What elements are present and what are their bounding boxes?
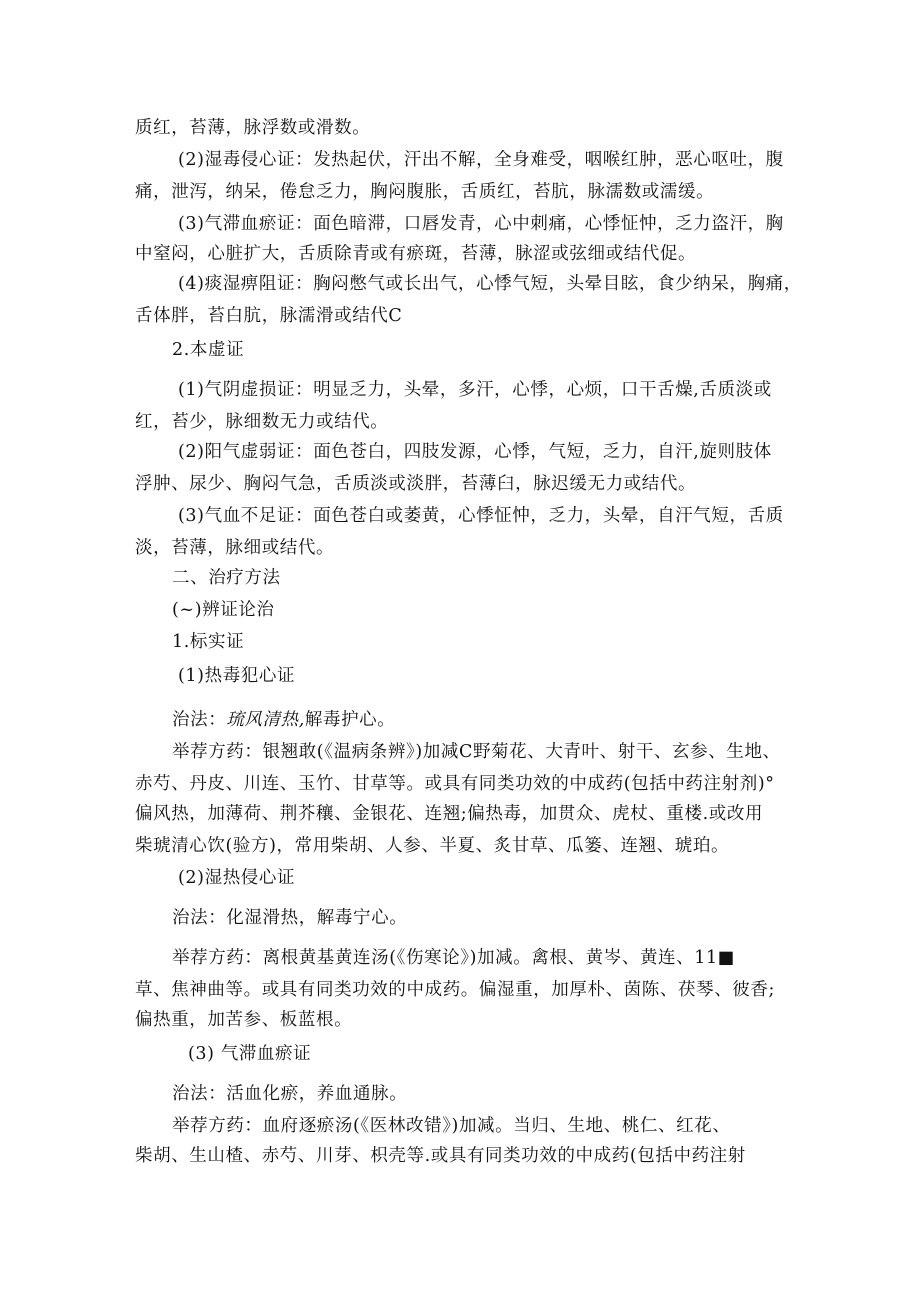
treatment-label: 治法： (172, 710, 227, 730)
text-line: (2)湿毒侵心证：发热起伏，汗出不解，全身难受，咽喉红肿，恶心呕吐，腹 (178, 150, 784, 170)
text-line: 柴琥清心饮(验方)，常用柴胡、人参、半夏、炙甘草、瓜篓、连翘、琥珀。 (135, 836, 730, 856)
section-heading: (~)辨证论治 (172, 600, 275, 620)
text-line: (3)气血不足证：面色苍白或萎黄，心悸怔忡，乏力，头晕，自汗气短，舌质 (178, 506, 784, 526)
text-line: 举荐方药：血府逐瘀汤(《医林改错》)加减。当归、生地、桃仁、红花、 (172, 1116, 731, 1136)
text-line: 草、焦神曲等。或具有同类功效的中成药。偏湿重，加厚朴、茵陈、茯琴、彼香; (135, 980, 775, 1000)
text-line: 举荐方药：离根黄基黄连汤(《伤寒论》)加减。禽根、黄岑、黄连、11■ (172, 948, 735, 968)
text-line: 浮肿、尿少、胸闷气急，舌质淡或淡胖，苔薄臼，脉迟缓无力或结代。 (135, 474, 697, 494)
text-line: (2)阳气虚弱证：面色苍白，四肢发源，心悸，气短，乏力，自汗,旋则肢体 (178, 442, 772, 462)
text-line: (4)痰湿痹阻证：胸闷憋气或长出气，心悸气短，头晕目眩，食少纳呆，胸痛， (178, 274, 802, 294)
text-line: 治法：化湿滑热，解毒宁心。 (172, 908, 408, 928)
text-line: 痛，泄泻，纳呆，倦怠乏力，胸闷腹胀，舌质红，苔肮，脉濡数或濡缓。 (135, 182, 715, 202)
section-heading: (3) 气滞血瘀证 (188, 1044, 312, 1064)
italic-phrase: 琉风清热, (226, 710, 305, 730)
text-line: 举荐方药：银翘敢(《温病条辨》)加减C野菊花、大青叶、射干、玄参、生地、 (172, 742, 781, 762)
section-heading: 二、治疗方法 (172, 568, 281, 588)
text-line: 治法：活血化瘀，养血通脉。 (172, 1084, 408, 1104)
text-line: 柴胡、生山楂、赤芍、川芽、枳壳等.或具有同类功效的中成药(包括中药注射 (135, 1146, 746, 1166)
text-line (172, 708, 395, 732)
text-line: 偏热重，加苦参、板蓝根。 (135, 1010, 353, 1030)
text-line: 淡，苔薄，脉细或结代。 (135, 538, 335, 558)
text-line: 中窒闷，心脏扩大，舌质除青或有瘀斑，苔薄，脉涩或弦细或结代促。 (135, 244, 697, 264)
text-line: 红，苔少，脉细数无力或结代。 (135, 412, 389, 432)
text-line: 偏风热，加薄荷、荆芥穰、金银花、连翘;偏热毒，加贯众、虎杖、重楼.或改用 (135, 804, 764, 824)
section-heading: 2.本虚证 (172, 340, 245, 360)
text-line: 质红，苔薄，脉浮数或滑数。 (135, 118, 371, 138)
section-heading: 1.标实证 (172, 632, 245, 652)
text-line: 舌体胖，苔白肮，脉濡滑或结代C (135, 306, 403, 326)
text-line: 赤芍、丹皮、川连、玉竹、甘草等。或具有同类功效的中成药(包括中药注射剂)° (135, 774, 775, 794)
section-heading: (2)湿热侵心证 (178, 868, 296, 888)
treatment-phrase: 解毒护心。 (304, 710, 396, 730)
section-heading: (1)热毒犯心证 (178, 666, 296, 686)
text-line: (1)气阴虚损证：明显乏力，头晕，多汗，心悸，心烦，口干舌燥,舌质淡或 (178, 380, 772, 400)
text-line: (3)气滞血瘀证：面色暗滞，口唇发青，心中刺痛，心悸怔忡，乏力盗汗，胸 (178, 214, 784, 234)
